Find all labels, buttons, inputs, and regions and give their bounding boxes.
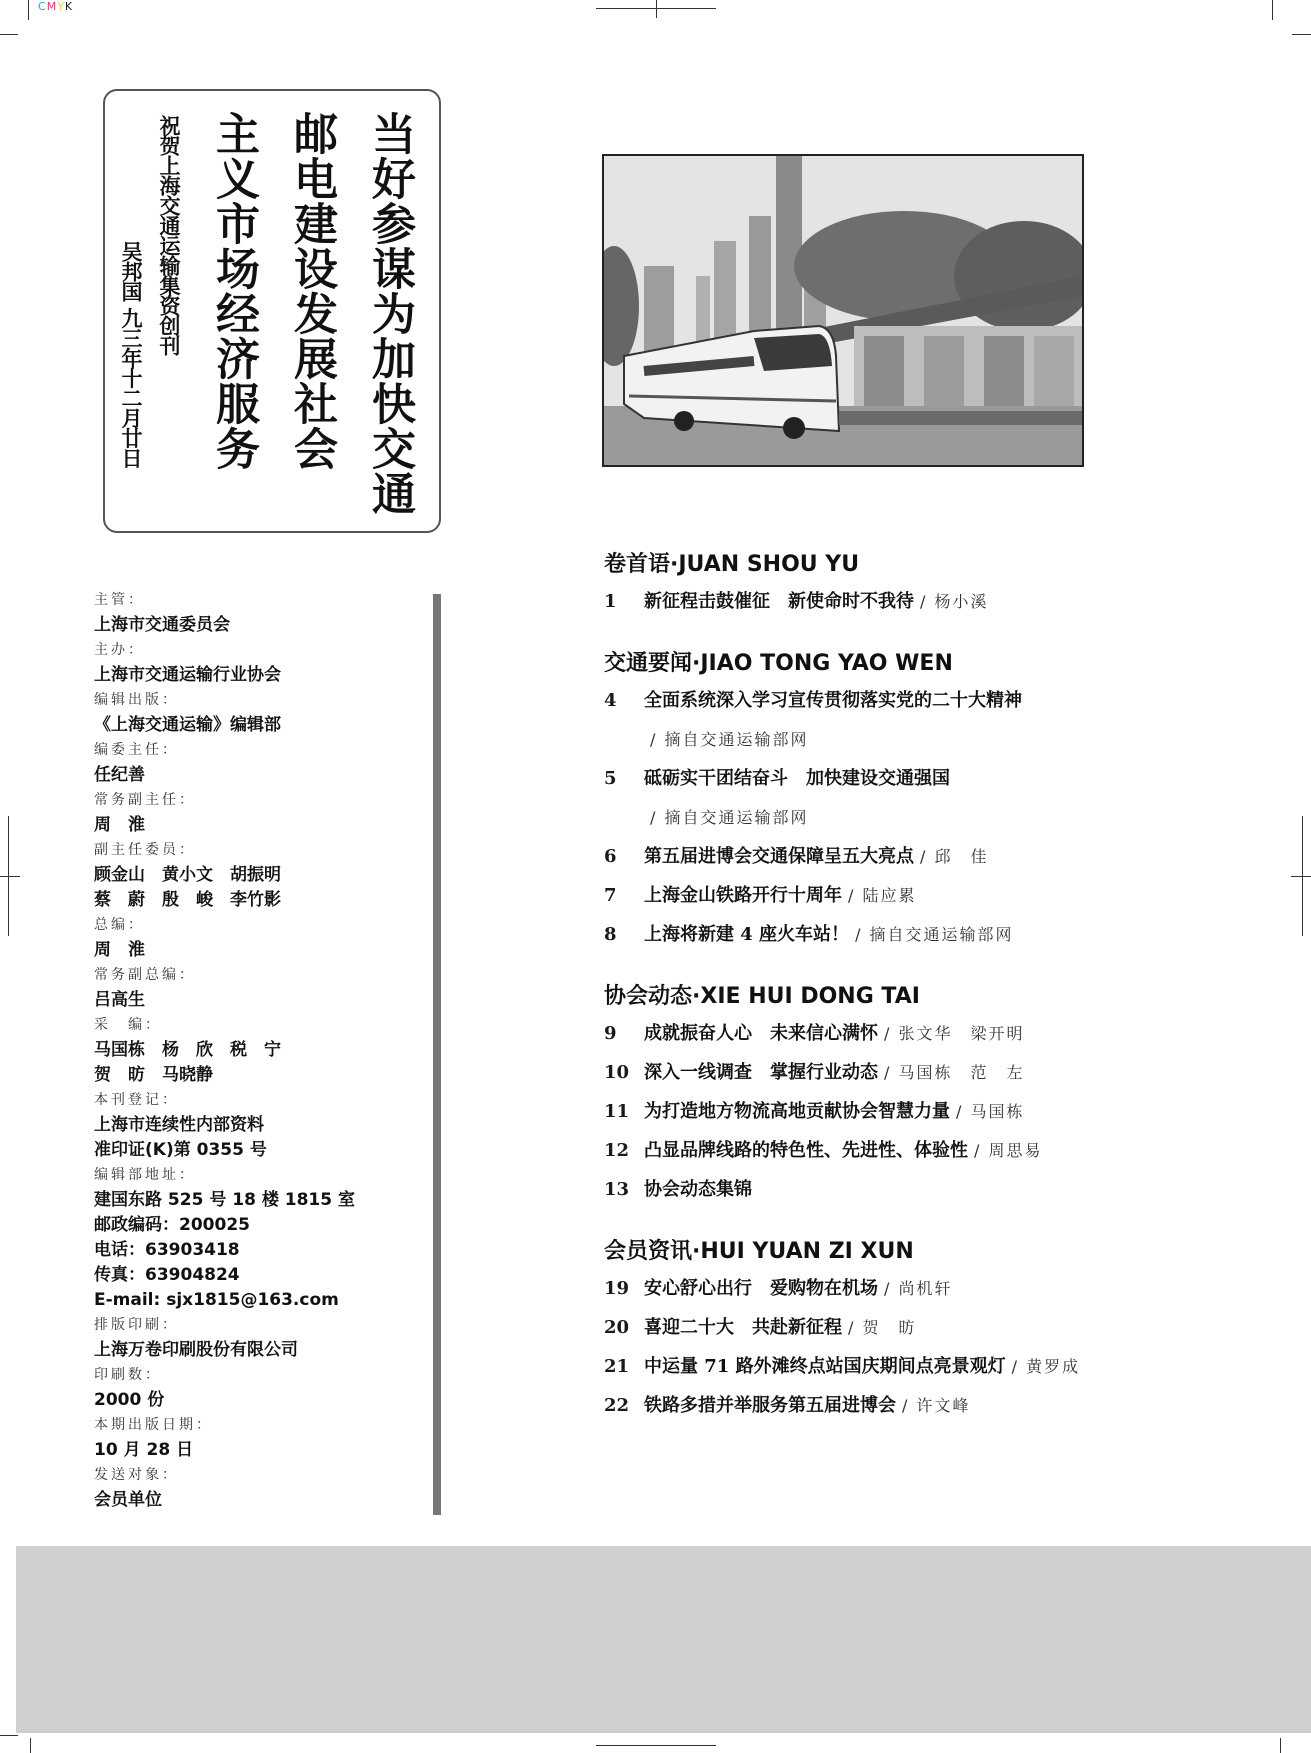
toc-entry[interactable] [604, 1347, 1244, 1386]
crop-mark [1272, 0, 1273, 20]
toc-entry-title: 中运量 71 路外滩终点站国庆期间点亮景观灯 [644, 1356, 1006, 1377]
toc-entry-title: 第五届进博会交通保障呈五大亮点 [644, 846, 914, 867]
toc-entry[interactable] [604, 759, 1244, 798]
toc-entry-title: 深入一线调查 掌握行业动态 [644, 1062, 878, 1083]
table-of-contents [604, 548, 1244, 1425]
cover-photo [602, 154, 1084, 467]
toc-entry[interactable] [604, 1014, 1244, 1053]
toc-entry-title: 成就振奋人心 未来信心满怀 [644, 1023, 878, 1044]
masthead-value: 顾金山 黄小文 胡振明 [94, 865, 281, 885]
crop-mark [596, 1745, 716, 1746]
toc-entry[interactable] [604, 915, 1244, 954]
toc-entry[interactable] [604, 1053, 1244, 1092]
toc-page-number: 1 [604, 591, 617, 612]
toc-entry-title: 全面系统深入学习宣传贯彻落实党的二十大精神 [644, 690, 1022, 711]
calligraphy-dedication: 祝贺上海交通运输集资创刊 [157, 115, 182, 355]
toc-entry-title: 为打造地方物流高地贡献协会智慧力量 [644, 1101, 950, 1122]
toc-entry-title: 上海金山铁路开行十周年 [644, 885, 842, 906]
toc-entry-author: / 杨小溪 [920, 592, 989, 611]
toc-page-number: 22 [604, 1395, 630, 1416]
crop-mark [0, 34, 18, 35]
masthead-value: 建国东路 525 号 18 楼 1815 室 [94, 1190, 355, 1210]
calligraphy-signature: 吴邦国 九三年十二月廿日 [119, 241, 144, 468]
masthead-label: 本期出版日期： [94, 1417, 213, 1433]
toc-page-number [604, 720, 644, 759]
masthead-value: 上海市交通运输行业协会 [94, 665, 281, 685]
toc-entry-author: / 黄罗成 [1011, 1357, 1081, 1376]
toc-entry-author: / 马国栋 范 左 [884, 1063, 1025, 1082]
toc-page-number: 12 [604, 1140, 630, 1161]
crop-mark [0, 1735, 18, 1736]
toc-entry[interactable] [604, 1170, 1244, 1209]
toc-entry-author: / 张文华 梁开明 [884, 1024, 1025, 1043]
toc-entry-author: / 马国栋 [956, 1102, 1025, 1121]
calligraphy-column-3: 主义市场经济服务 [208, 111, 259, 471]
masthead-value: 上海市连续性内部资料 [94, 1115, 264, 1135]
toc-entry-title: 喜迎二十大 共赴新征程 [644, 1317, 842, 1338]
masthead-label: 本刊登记： [94, 1092, 179, 1108]
masthead-value: 任纪善 [94, 765, 145, 785]
masthead-label: 主管： [94, 592, 145, 608]
crop-mark [656, 0, 657, 18]
toc-section-title: 卷首语·JUAN SHOU YU [604, 552, 860, 577]
toc-entry[interactable] [604, 1269, 1244, 1308]
toc-page-number: 5 [604, 768, 617, 789]
toc-entry-author: / 贺 昉 [848, 1318, 917, 1337]
toc-page-number: 4 [604, 690, 617, 711]
masthead-label: 主办： [94, 642, 145, 658]
toc-entry-title: 协会动态集锦 [644, 1179, 752, 1200]
crop-mark [1292, 34, 1311, 35]
masthead-value: 传真：63904824 [94, 1265, 240, 1285]
toc-page-number: 13 [604, 1179, 630, 1200]
toc-entry[interactable] [604, 1386, 1244, 1425]
divider-bar [433, 594, 441, 1515]
masthead-label: 常务副主任： [94, 792, 196, 808]
toc-entry-title: 砥砺实干团结奋斗 加快建设交通强国 [644, 768, 950, 789]
masthead-value: 上海万卷印刷股份有限公司 [94, 1340, 298, 1360]
masthead-value: 邮政编码：200025 [94, 1215, 250, 1235]
toc-page-number: 20 [604, 1317, 630, 1338]
toc-entry-author: / 摘自交通运输部网 [650, 808, 809, 827]
toc-entry[interactable] [604, 582, 1244, 621]
masthead-value: 会员单位 [94, 1490, 162, 1510]
masthead-label: 常务副总编： [94, 967, 196, 983]
masthead-label: 印刷数： [94, 1367, 162, 1383]
crop-mark [28, 0, 29, 20]
masthead-value: 2000 份 [94, 1390, 165, 1410]
masthead-value: 《上海交通运输》编辑部 [94, 715, 281, 735]
cmyk-color-bar: CMYK [38, 0, 74, 13]
toc-entry-title: 铁路多措并举服务第五届进博会 [644, 1395, 896, 1416]
masthead-value: 贺 昉 马晓静 [94, 1065, 213, 1085]
toc-page-number: 19 [604, 1278, 630, 1299]
toc-entry[interactable] [604, 720, 1244, 759]
toc-page-number: 21 [604, 1356, 630, 1377]
toc-entry-author: / 摘自交通运输部网 [650, 730, 809, 749]
masthead-value: 马国栋 杨 欣 税 宁 [94, 1040, 281, 1060]
toc-entry[interactable] [604, 1308, 1244, 1347]
masthead-value: 蔡 蔚 殷 峻 李竹影 [94, 890, 281, 910]
toc-entry-author: / 摘自交通运输部网 [855, 925, 1014, 944]
masthead-info [94, 588, 424, 1513]
crop-mark [1280, 1738, 1281, 1753]
toc-page-number: 7 [604, 885, 617, 906]
toc-entry[interactable] [604, 1131, 1244, 1170]
footer-band [16, 1546, 1311, 1733]
masthead-label: 排版印刷： [94, 1317, 179, 1333]
toc-section-title: 交通要闻·JIAO TONG YAO WEN [604, 651, 953, 676]
toc-entry-author: / 许文峰 [902, 1396, 971, 1415]
bus-station-photo-icon [604, 156, 1082, 465]
toc-page-number: 9 [604, 1023, 617, 1044]
toc-entry-author: / 陆应累 [848, 886, 917, 905]
masthead-value: 吕高生 [94, 990, 145, 1010]
masthead-label: 总编： [94, 917, 145, 933]
crop-mark [30, 1738, 31, 1753]
toc-entry[interactable] [604, 681, 1244, 720]
masthead-value: 10 月 28 日 [94, 1440, 194, 1460]
masthead-label: 发送对象： [94, 1467, 179, 1483]
masthead-value: 准印证(K)第 0355 号 [94, 1140, 267, 1160]
toc-entry-title: 上海将新建 4 座火车站！ [644, 924, 850, 945]
toc-entry[interactable] [604, 798, 1244, 837]
toc-entry[interactable] [604, 837, 1244, 876]
toc-entry-title: 安心舒心出行 爱购物在机场 [644, 1278, 878, 1299]
masthead-label: 编辑出版： [94, 692, 179, 708]
calligraphy-column-1: 当好参谋为加快交通 [364, 111, 415, 516]
toc-page-number: 6 [604, 846, 617, 867]
masthead-label: 副主任委员： [94, 842, 196, 858]
toc-entry[interactable] [604, 876, 1244, 915]
toc-entry-title: 凸显品牌线路的特色性、先进性、体验性 [644, 1140, 968, 1161]
masthead-value: 周 淮 [94, 815, 145, 835]
masthead-value: 周 淮 [94, 940, 145, 960]
toc-entry-author: / 尚机轩 [884, 1279, 953, 1298]
crop-mark [0, 876, 20, 877]
crop-mark [1302, 816, 1303, 936]
toc-page-number: 11 [604, 1101, 630, 1122]
crop-mark [8, 816, 9, 936]
toc-section-title: 协会动态·XIE HUI DONG TAI [604, 984, 920, 1009]
toc-page-number: 10 [604, 1062, 630, 1083]
masthead-value: 电话：63903418 [94, 1240, 240, 1260]
masthead-value: 上海市交通委员会 [94, 615, 230, 635]
crop-mark [1291, 876, 1311, 877]
calligraphy-inscription [103, 89, 441, 533]
masthead-value: E-mail: sjx1815@163.com [94, 1290, 339, 1310]
toc-entry-author: / 邱 佳 [920, 847, 989, 866]
toc-entry[interactable] [604, 1092, 1244, 1131]
calligraphy-column-2: 邮电建设发展社会 [286, 111, 337, 471]
masthead-label: 编委主任： [94, 742, 179, 758]
toc-entry-title: 新征程击鼓催征 新使命时不我待 [644, 591, 914, 612]
toc-entry-author: / 周思易 [974, 1141, 1043, 1160]
masthead-label: 采 编： [94, 1017, 162, 1033]
toc-page-number: 8 [604, 924, 617, 945]
toc-section-title: 会员资讯·HUI YUAN ZI XUN [604, 1239, 914, 1264]
masthead-label: 编辑部地址： [94, 1167, 196, 1183]
toc-page-number [604, 798, 644, 837]
